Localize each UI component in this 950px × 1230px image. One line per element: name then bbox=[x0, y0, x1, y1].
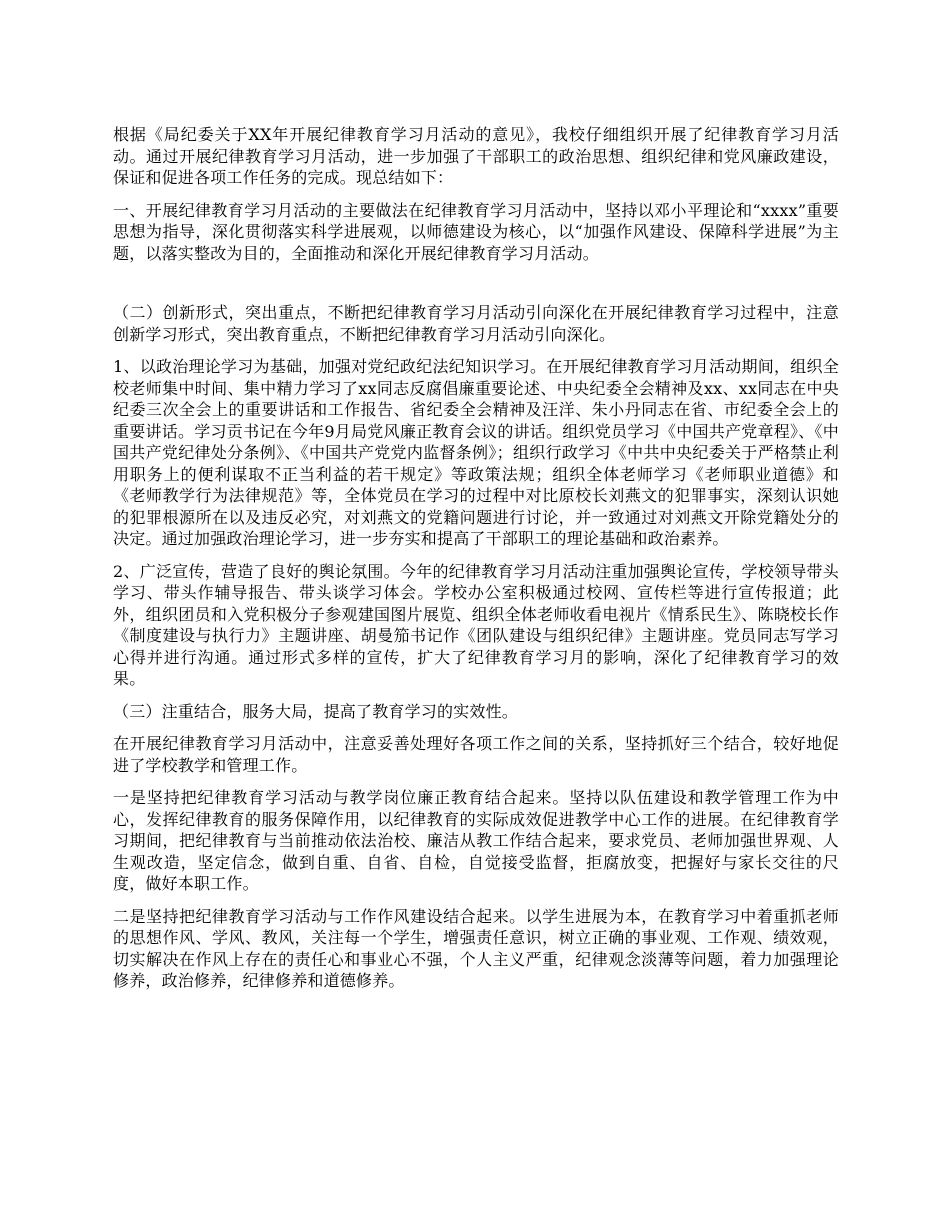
paragraph-item-two: 2、广泛宣传，营造了良好的舆论氛围。今年的纪律教育学习月活动注重加强舆论宣传，学校领导带头学习、带头作辅导报告、带头谈学习体会。学校办公室积极通过校网、宣传栏等进行宣传报道；此外，组织团员和入党积极分子参观建国图片展览、组织全体老师收看电视片《情系民生》、陈晓校长作《制度建设与执行力》主题讲座、胡曼笳书记作《团队建设与组织纪律》主题讲座。党员同志写学习心得并进行沟通。通过形式多样的宣传，扩大了纪律教育学习月的影响，深化了纪律教育学习的效果。 bbox=[113, 561, 839, 688]
paragraph-section-one: 一、开展纪律教育学习月活动的主要做法在纪律教育学习月活动中，坚持以邓小平理论和“xxxx”重要思想为指导，深化贯彻落实科学进展观，以师德建设为核心，以“加强作风建设、保障科学进展”为主题，以落实整改为目的，全面推动和深化开展纪律教育学习月活动。 bbox=[113, 200, 839, 263]
paragraph-combination-intro: 在开展纪律教育学习月活动中，注意妥善处理好各项工作之间的关系，坚持抓好三个结合，较好地促进了学校教学和管理工作。 bbox=[113, 734, 839, 775]
paragraph-item-one: 1、以政治理论学习为基础，加强对党纪政纪法纪知识学习。在开展纪律教育学习月活动期间，组织全校老师集中时间、集中精力学习了xx同志反腐倡廉重要论述、中央纪委全会精神及xx、xx同志在中央纪委三次全会上的重要讲话和工作报告、省纪委全会精神及汪洋、朱小丹同志在省、市纪委全会上的重要讲话。学习贡书记在今年9月局党风廉正教育会议的讲话。组织党员学习《中国共产党章程》、《中国共产党纪律处分条例》、《中国共产党党内监督条例》；组织行政学习《中共中央纪委关于严格禁止利用职务上的便利谋取不正当利益的若干规定》等政策法规；组织全体老师学习《老师职业道德》和《老师教学行为法律规范》等，全体党员在学习的过程中对比原校长刘燕文的犯罪事实，深刻认识她的犯罪根源所在以及违反必究，对刘燕文的党籍问题进行讨论，并一致通过对刘燕文开除党籍处分的决定。通过加强政治理论学习，进一步夯实和提高了干部职工的理论基础和政治素养。 bbox=[113, 357, 839, 548]
paragraph-intro: 根据《局纪委关于XX年开展纪律教育学习月活动的意见》，我校仔细组织开展了纪律教育学习月活动。通过开展纪律教育学习月活动，进一步加强了干部职工的政治思想、组织纪律和党风廉政建设，保证和促进各项工作任务的完成。现总结如下： bbox=[113, 125, 839, 187]
paragraph-combination-one: 一是坚持把纪律教育学习活动与教学岗位廉正教育结合起来。坚持以队伍建设和教学管理工作为中心，发挥纪律教育的服务保障作用，以纪律教育的实际成效促进教学中心工作的进展。在纪律教育学习期间，把纪律教育与当前推动依法治校、廉洁从教工作结合起来，要求党员、老师加强世界观、人生观改造，坚定信念，做到自重、自省、自检，自觉接受监督，拒腐放变，把握好与家长交往的尺度，做好本职工作。 bbox=[113, 788, 839, 893]
paragraph-combination-two: 二是坚持把纪律教育学习活动与工作作风建设结合起来。以学生进展为本，在教育学习中着重抓老师的思想作风、学风、教风，关注每一个学生，增强责任意识，树立正确的事业观、工作观、绩效观，切实解决在作风上存在的责任心和事业心不强，个人主义严重，纪律观念淡薄等问题，着力加强理论修养，政治修养，纪律修养和道德修养。 bbox=[113, 906, 839, 990]
paragraph-section-two: （二）创新形式，突出重点，不断把纪律教育学习月活动引向深化在开展纪律教育学习过程中，注意创新学习形式，突出教育重点，不断把纪律教育学习月活动引向深化。 bbox=[113, 303, 839, 344]
document-body bbox=[113, 124, 839, 1003]
paragraph-section-three: （三）注重结合，服务大局，提高了教育学习的实效性。 bbox=[113, 701, 519, 721]
